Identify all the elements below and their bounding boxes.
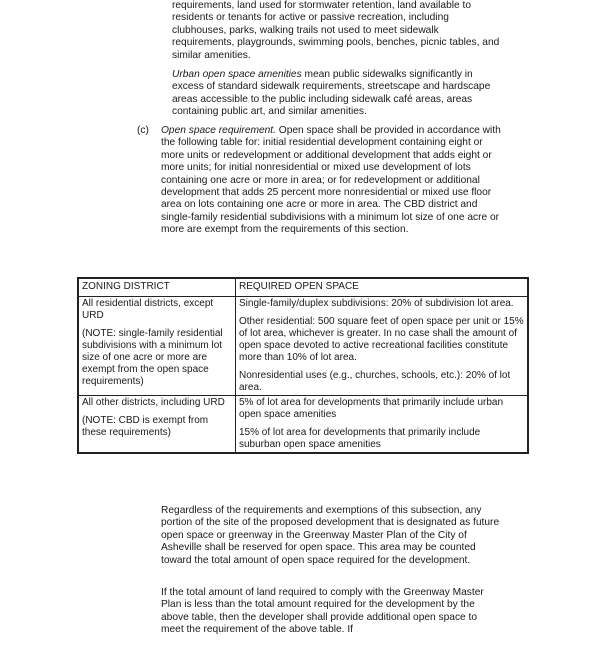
- district-note: (NOTE: CBD is exempt from these requirements): [82, 415, 209, 438]
- requirement-item: 15% of lot area for developments that primarily include suburban open space amenities: [239, 427, 481, 450]
- header-zoning-district: ZONING DISTRICT: [78, 278, 236, 297]
- requirement-item: Other residential: 500 square feet of open space per unit or 15% of lot area, whichever is greater. In no case shall the amount of open space devoted to active recreational facilities constitute more than 10% of lot area.: [239, 316, 524, 363]
- district-note: (NOTE: single-family residential subdivisions with a minimum lot size of one acre or more are exempt from the open space requirements): [82, 328, 223, 387]
- requirement-item: 5% of lot area for developments that primarily include urban open space amenities: [239, 397, 504, 420]
- table-header-row: [78, 278, 528, 297]
- definition-text: mean public sidewalks significantly in excess of standard sidewalk requirements, streetscape and hardscape areas accessible to the public including sidewalk café areas, areas containing public art, and similar amenities.: [172, 69, 491, 118]
- open-space-table: [77, 277, 529, 454]
- open-space-requirement-paragraph: [161, 125, 501, 237]
- header-required-open-space: REQUIRED OPEN SPACE: [236, 278, 529, 297]
- requirement-item: Single-family/duplex subdivisions: 20% of subdivision lot area.: [239, 298, 514, 309]
- district-name: All other districts, including URD: [82, 397, 225, 408]
- requirement-item: Nonresidential uses (e.g., churches, schools, etc.): 20% of lot area.: [239, 370, 511, 393]
- urban-open-space-definition: [172, 69, 502, 119]
- table-row: [78, 297, 528, 396]
- requirement-cell: [236, 297, 529, 396]
- table-row: [78, 396, 528, 454]
- district-cell: [78, 396, 236, 454]
- district-name: All residential districts, except URD: [82, 298, 214, 321]
- requirement-cell: [236, 396, 529, 454]
- district-cell: [78, 297, 236, 396]
- definition-paragraph-continued: requirements, land used for stormwater retention, land available to residents or tenants for active or passive recreation, including clubhouses, parks, walking trails not used to meet sidewalk requirements, playgrounds, swimming pools, benches, picnic tables, and similar amenities.: [172, 0, 500, 61]
- greenway-additional-paragraph: If the total amount of land required to comply with the Greenway Master Plan is less than the total amount required for the development by the above table, then the developer shall provide additional open space to meet the requirement of the above table. If: [161, 587, 484, 636]
- subsection-title: Open space requirement.: [161, 125, 276, 136]
- subsection-label: (c): [137, 125, 149, 136]
- greenway-paragraph: Regardless of the requirements and exemptions of this subsection, any portion of the site of the proposed development that is designated as future open space or greenway in the Greenway Master Plan of the City of Asheville shall be reserved for open space. This area may be counted toward the total amount of open space required for the development.: [161, 505, 500, 566]
- defined-term: Urban open space amenities: [172, 69, 302, 80]
- subsection-text: Open space shall be provided in accordance with the following table for: initial residential development containing eight or more units or redevelopment or additional development that adds eight or more units; for initial nonresidential or mixed use development of lots containing one acre or more in area; or for redevelopment or additional development that adds 25 percent more nonresidential or mixed use floor area on lots containing one acre or more in area. The CBD district and single-family residential subdivisions with a minimum lot size of one acre or more are exempt from the requirements of this section.: [161, 125, 501, 236]
